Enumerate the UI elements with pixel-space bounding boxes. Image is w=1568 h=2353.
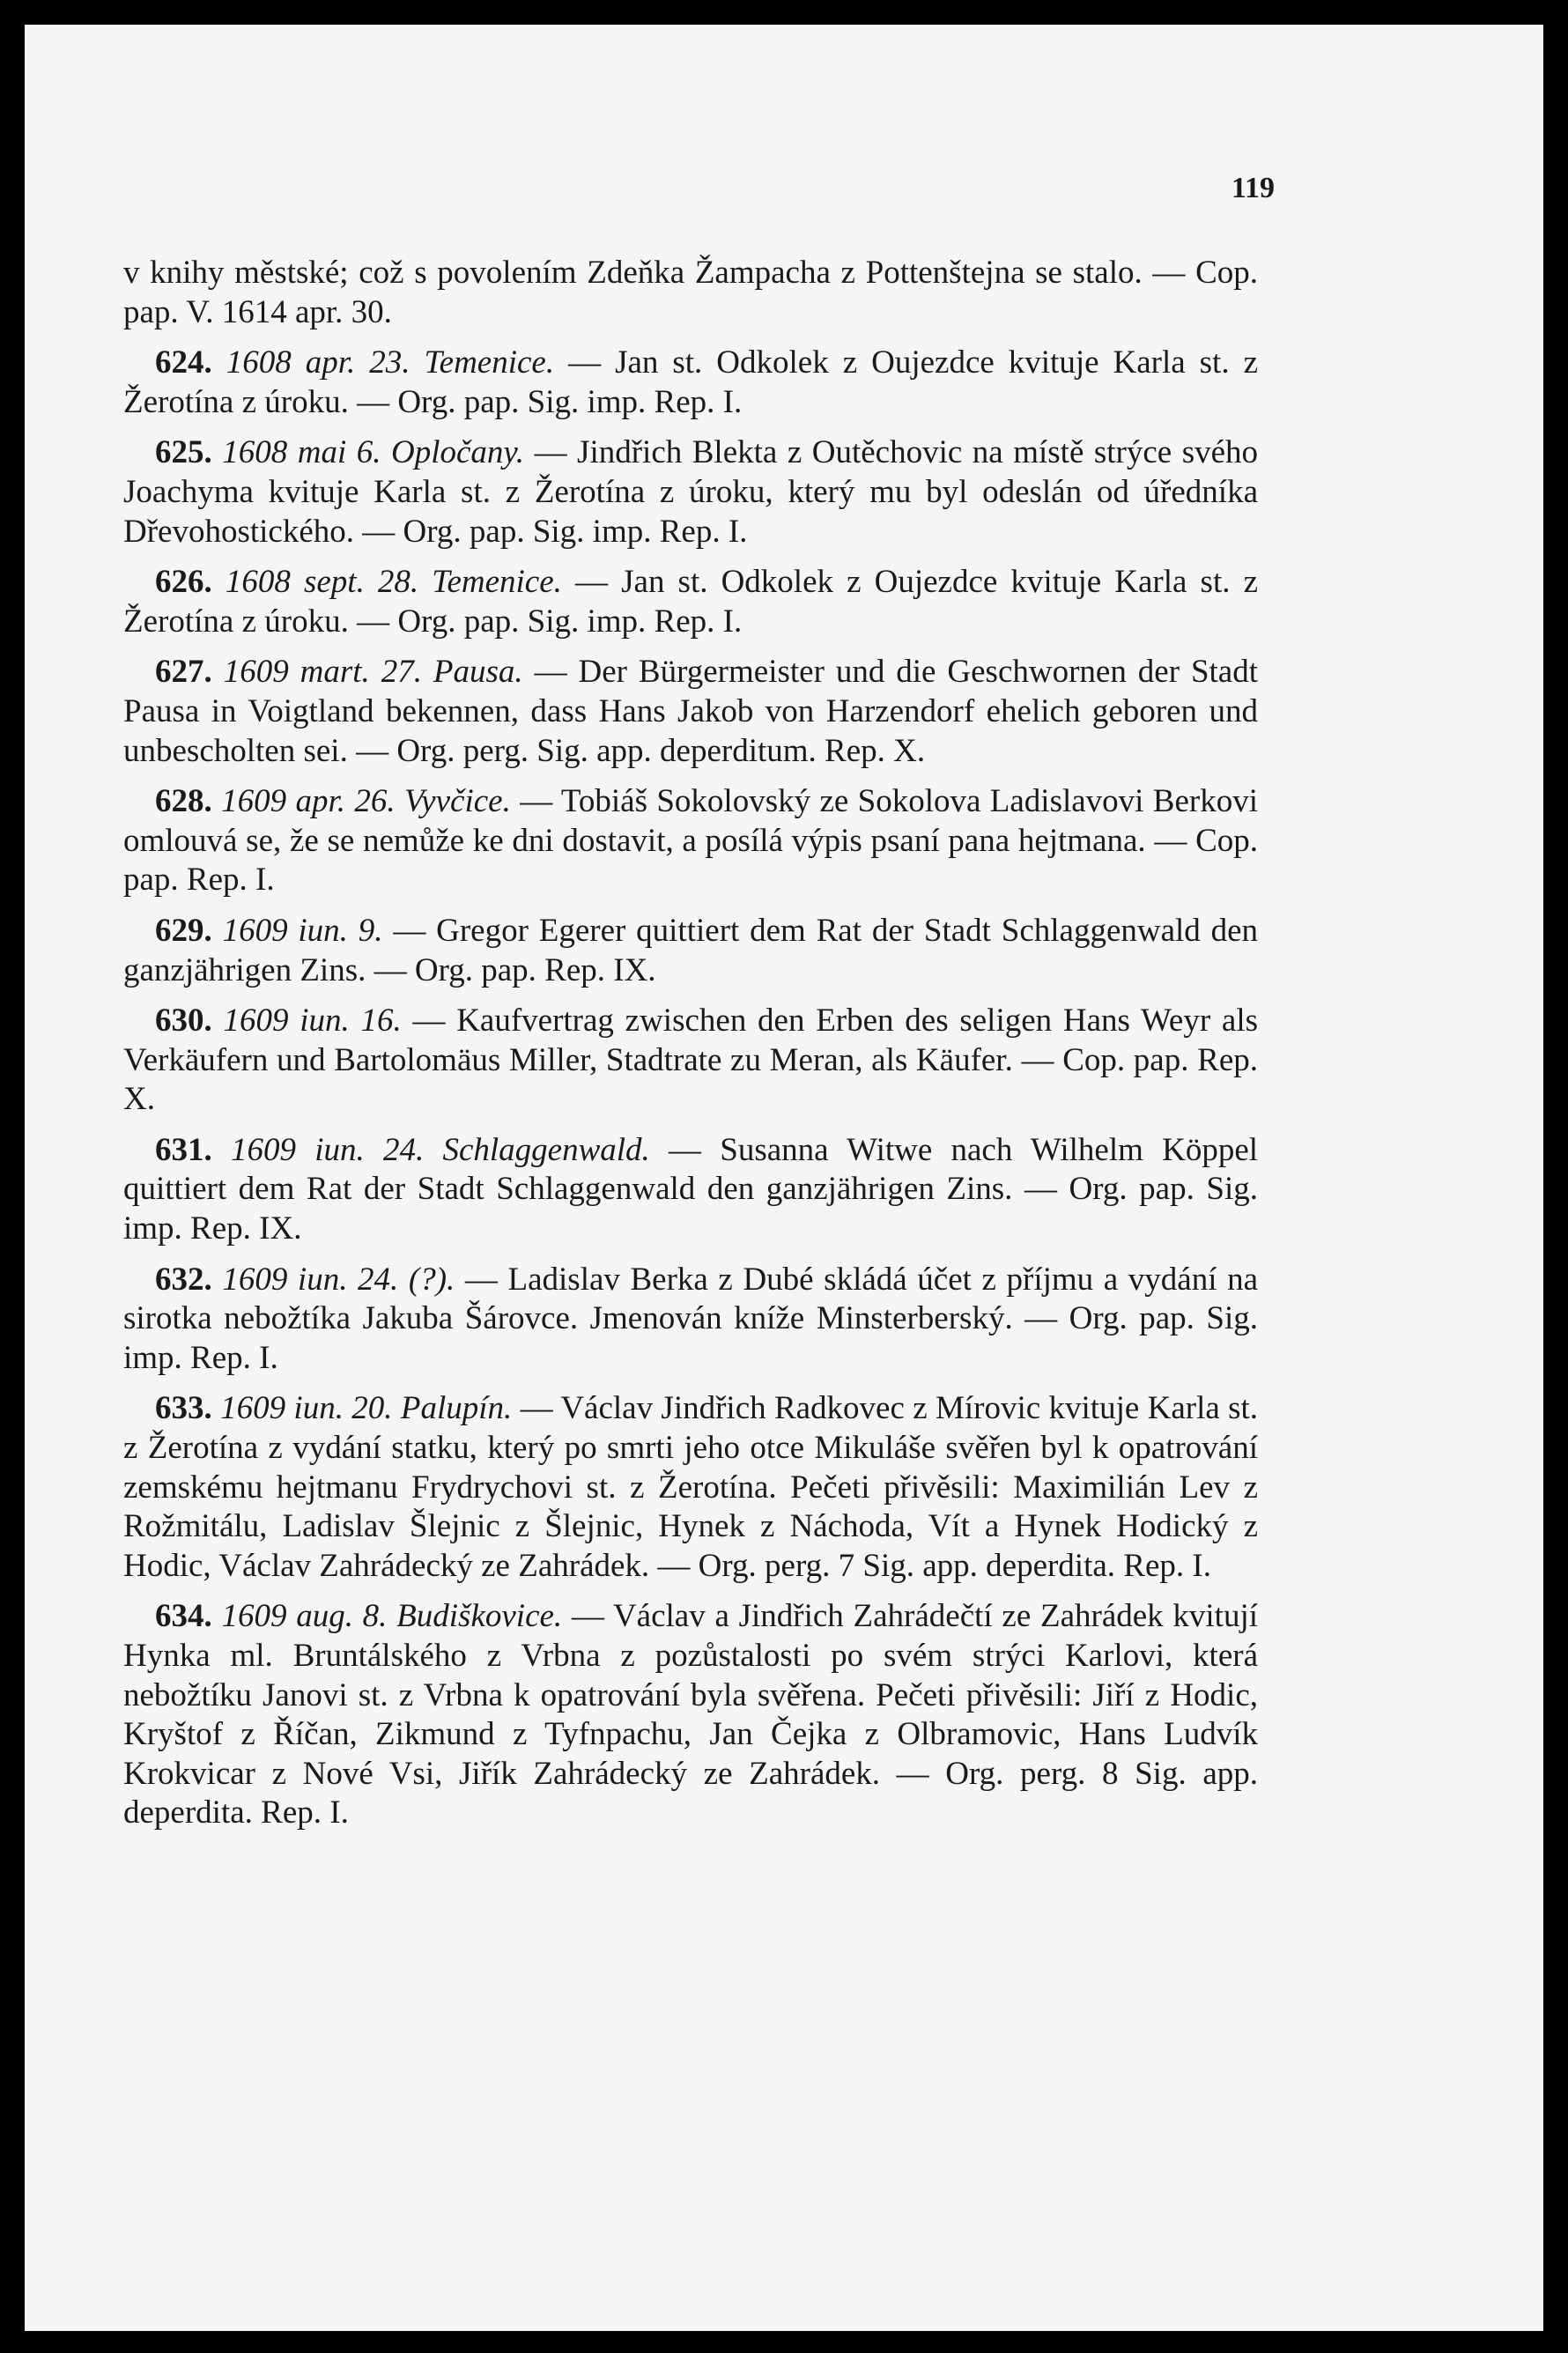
document-page <box>25 25 1543 2331</box>
entry-number: 625. <box>155 434 212 471</box>
entry-625 <box>123 433 1258 551</box>
entry-634 <box>123 1597 1258 1833</box>
entry-text: — Susanna Witwe nach Wilhelm Köppel quittiert dem Rat der Stadt Schlaggenwald den ganzjährigen Zins. — Org. pap. Sig. imp. Rep. IX. <box>123 1131 1259 1247</box>
entry-number: 629. <box>155 912 212 949</box>
entry-text: — Václav a Jindřich Zahrádečtí ze Zahrádek kvitují Hynka ml. Bruntálského z Vrbna z pozůstalosti po svém strýci Karlovi, která nebožtíku Janovi st. z Vrbna k opatrování byla svěřena. Pečeti přivěsili: Jiří z Hodic, Kryštof z Říčan, Zikmund z Tyfnpachu, Jan Čejka z Olbramovic, Hans Ludvík Krokvicar z Nové Vsi, Jiřík Zahrádecký ze Zahrádek. — Org. perg. 8 Sig. app. deperdita. Rep. I. <box>123 1598 1259 1831</box>
entry-number: 633. <box>155 1390 212 1427</box>
entry-624 <box>123 344 1258 422</box>
entry-text: — Jan st. Odkolek z Oujezdce kvituje Karla st. z Žerotína z úroku. — Org. pap. Sig. imp. Rep. I. <box>123 344 1258 420</box>
entry-number: 632. <box>155 1261 212 1298</box>
entry-number: 630. <box>155 1003 212 1040</box>
entry-626 <box>123 563 1258 641</box>
entry-date: 1608 mai 6. <box>222 434 381 471</box>
entry-date: 1609 mart. 27. <box>223 654 422 691</box>
entry-text: — Jindřich Blekta z Outěchovic na místě strýce svého Joachyma kvituje Karla st. z Žerotína z úroku, který mu byl odeslán od úředníka Dřevohostického. — Org. pap. Sig. imp. Rep. I. <box>123 434 1259 550</box>
entry-text: — Václav Jindřich Radkovec z Mírovic kvituje Karla st. z Žerotína z vydání statku, který po smrti jeho otce Mikuláše svěřen byl k opatrování zemskému hejtmanu Frydrychovi st. z Žerotína. Pečeti přivěsili: Maximilián Lev z Rožmitálu, Ladislav Šlejnic z Šlejnic, Hynek z Náchoda, Vít a Hynek Hodický z Hodic, Václav Zahrádecký ze Zahrádek. — Org. perg. 7 Sig. app. deperdita. Rep. I. <box>123 1390 1259 1584</box>
entry-date: 1608 sept. 28. <box>225 564 419 601</box>
entry-place: Schlaggenwald. <box>442 1131 650 1168</box>
entry-number: 627. <box>155 654 212 691</box>
entry-text: — Kaufvertrag zwischen den Erben des seligen Hans Weyr als Verkäufern und Bartolomäus Miller, Stadtrate zu Meran, als Käufer. — Cop. pap. Rep. X. <box>123 1003 1259 1118</box>
entry-date: 1609 iun. 9. <box>222 912 383 949</box>
entry-text: — Ladislav Berka z Dubé skládá účet z příjmu a vydání na sirotka nebožtíka Jakuba Šárovce. Jmenován kníže Minsterberský. — Org. pap. Sig. imp. Rep. I. <box>123 1261 1259 1376</box>
entry-date: 1609 apr. 26. <box>221 783 396 820</box>
entry-place: (?). <box>408 1261 455 1298</box>
entry-text: — Tobiáš Sokolovský ze Sokolova Ladislavovi Berkovi omlouvá se, že se nemůže ke dni dostavit, a posílá výpis psaní pana hejtmana. — Cop. pap. Rep. I. <box>123 783 1259 899</box>
text-body <box>123 254 1258 1833</box>
entry-text: — Jan st. Odkolek z Oujezdce kvituje Karla st. z Žerotína z úroku. — Org. pap. Sig. imp. Rep. I. <box>123 564 1259 640</box>
entry-631 <box>123 1131 1258 1249</box>
entry-date: 1609 aug. 8. <box>221 1598 388 1635</box>
entry-date: 1609 iun. 20. <box>220 1390 393 1427</box>
entry-number: 624. <box>155 344 212 381</box>
entry-place: Palupín. <box>400 1390 513 1427</box>
entry-number: 631. <box>155 1131 212 1168</box>
page-number: 119 <box>1231 172 1275 204</box>
entry-place: Pausa. <box>433 654 523 691</box>
entry-date: 1608 apr. 23. <box>226 344 410 381</box>
entry-number: 634. <box>155 1598 212 1635</box>
entry-number: 626. <box>155 564 212 601</box>
entry-place: Budiškovice. <box>396 1598 563 1635</box>
entry-date: 1609 iun. 16. <box>223 1003 402 1040</box>
entry-629 <box>123 912 1258 990</box>
entry-628 <box>123 782 1258 900</box>
entry-number: 628. <box>155 783 212 820</box>
entry-place: Temenice. <box>432 564 562 601</box>
entry-627 <box>123 653 1258 771</box>
entry-place: Vyvčice. <box>403 783 511 820</box>
entry-text: — Der Bürgermeister und die Geschwornen der Stadt Pausa in Voigtland bekennen, dass Hans Jakob von Harzendorf ehelich geboren und unbescholten sei. — Org. perg. Sig. app. deperditum. Rep. X. <box>123 654 1259 769</box>
entry-place: Temenice. <box>424 344 555 381</box>
entry-date: 1609 iun. 24. <box>230 1131 425 1168</box>
entry-date: 1609 iun. 24. <box>222 1261 399 1298</box>
entry-633 <box>123 1389 1258 1586</box>
entry-text: — Gregor Egerer quittiert dem Rat der Stadt Schlaggenwald den ganzjährigen Zins. — Org. pap. Rep. IX. <box>123 912 1259 988</box>
entry-place: Opločany. <box>391 434 525 471</box>
entry-630 <box>123 1002 1258 1120</box>
entry-632 <box>123 1261 1258 1379</box>
intro-paragraph: v knihy městské; což s povolením Zdeňka Žampacha z Pottenštejna se stalo. — Cop. pap. V. 1614 apr. 30. <box>123 255 1258 330</box>
